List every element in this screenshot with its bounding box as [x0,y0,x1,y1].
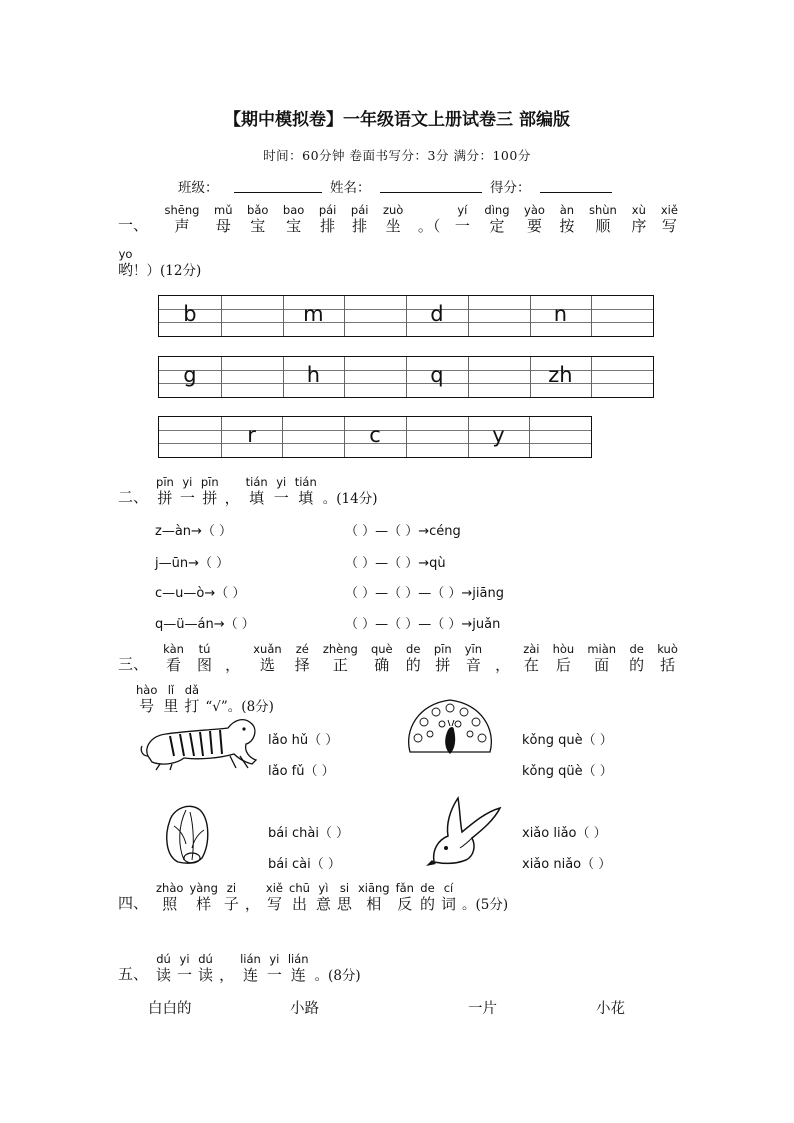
grid1-cell-divider [406,296,407,336]
q3-line-char-6: què 确 [370,642,393,674]
q4-line-char-3: ， [244,895,260,913]
q5-word-4[interactable]: 小花 [596,1001,625,1017]
q3-line-char-4: zé 择 [294,642,310,674]
grid3-letter-0: r [247,423,256,447]
q1-line-char-10: yào 要 [524,203,545,235]
q5-line-char-1: yi 一 [177,952,193,984]
grid1-cell-divider [468,296,469,336]
grid2-cell-divider [283,357,284,397]
q5-line-char-2: dú 读 [198,952,214,984]
q2-line-char-4: tián 填 [245,475,268,507]
bird-option-a[interactable]: xiǎo liǎo（ ） [522,826,607,841]
q3-line-char-7: de 的 [405,642,421,674]
q3-line-char-0: kàn 看 [163,642,184,674]
four-line-grid-3 [158,416,592,458]
q3-number: 三、 [118,655,149,673]
peacock-option-a[interactable]: kǒng què（ ） [522,733,613,748]
grid3-letter-1: c [369,423,381,447]
grid1-cell-divider [591,296,592,336]
q2-line-char-2: pīn 拼 [200,475,219,507]
grid2-cell-divider [221,357,222,397]
q1-heading-line2 [118,248,201,279]
q1-line-char-14: xiě 写 [660,203,678,235]
grid3-cell-divider [406,417,407,457]
score-blank[interactable] [540,178,612,193]
q2-line-points: 。(14分) [322,491,378,507]
tiger-option-b[interactable]: lǎo fǔ（ ） [268,764,335,779]
q2-line-char-5: yi 一 [273,475,289,507]
q2-number: 二、 [118,488,149,506]
page-title: 【期中模拟卷】一年级语文上册试卷三 部编版 [224,110,570,130]
q3-line-char-3: xuǎn 选 [253,642,282,674]
name-label: 姓名： [330,180,371,196]
q4-line-char-6: yì 意 [315,881,331,913]
q4-line-char-10: de 的 [419,881,435,913]
q2-heading [118,476,377,507]
grid3-cell-divider [221,417,222,457]
q1-line-char-7: 。（ [417,217,441,235]
q5-number: 五、 [118,965,149,983]
q1-line-char-12: shùn 顺 [588,203,617,235]
q3-line-char-8: pīn 拼 [433,642,452,674]
q1-line-char-9: dìng 定 [484,203,510,235]
grid1-letter-0: b [183,302,197,326]
q3-line-char-10: ， [495,656,511,674]
grid2-letter-1: h [306,363,321,387]
q3-line-char-14: de 的 [629,642,645,674]
grid3-cell-divider [529,417,530,457]
q3-heading-line2 [136,684,274,715]
q1-line-char-8: yí 一 [454,203,470,235]
q4-line-char-9: fǎn 反 [395,881,414,913]
q4-heading [118,882,508,913]
grid1-letter-3: n [553,302,568,326]
q3-line-char-15: kuò 括 [657,642,678,674]
grid2-letter-0: g [183,363,197,387]
q5-word-2[interactable]: 小路 [290,1001,319,1017]
q1-line-char-13: xù 序 [631,203,647,235]
q4-line-char-0: zhào 照 [156,881,184,913]
grid2-cell-divider [344,357,345,397]
grid2-letter-3: zh [548,363,573,387]
q4-line-char-8: xiāng 相 [357,881,390,913]
q4-line-char-5: chū 出 [289,881,310,913]
q4-line-points: 。(5分) [462,897,509,913]
grid2-cell-divider [591,357,592,397]
q5-line-char-3: ， [219,966,235,984]
q2-row-1-right[interactable]: （ ）—（ ）→céng [345,524,461,539]
cabbage-option-b[interactable]: bái cài（ ） [268,857,341,872]
grid2-cell-divider [530,357,531,397]
q1-heading [118,204,678,235]
q3-line-char-11: zài 在 [523,642,540,674]
q4-number: 四、 [118,894,149,912]
q3-line2-char-0: hào 号 [136,683,158,715]
bird-icon [424,790,502,868]
q2-line-char-1: yi 一 [179,475,195,507]
q2-line-char-0: pīn 拼 [156,475,174,507]
q3-line-char-2: ， [225,656,241,674]
q3-line-char-1: tú 图 [197,642,213,674]
q5-line-char-6: lián 连 [287,952,309,984]
q1-line-char-4: pái 排 [318,203,337,235]
grid3-cell-divider [344,417,345,457]
q5-line-char-4: lián 连 [240,952,261,984]
q5-line-char-5: yi 一 [266,952,282,984]
peacock-option-b[interactable]: kǒng qüè（ ） [522,764,613,779]
q3-line-char-12: hòu 后 [552,642,575,674]
grid3-cell-divider [468,417,469,457]
q4-line-char-1: yàng 样 [189,881,218,913]
score-label: 得分： [490,180,531,196]
cabbage-option-a[interactable]: bái chài（ ） [268,826,350,841]
q5-heading [118,953,361,984]
q1-number: 一、 [118,216,149,234]
q5-word-3[interactable]: 一片 [468,1001,497,1017]
q2-row-4-left[interactable]: q—ü—án→（ ） [155,617,255,632]
q5-word-1[interactable]: 白白的 [148,1001,192,1017]
q4-line-char-2: zi 子 [223,881,239,913]
q5-line-points: 。(8分) [314,968,361,984]
q2-row-2-left[interactable]: j—ūn→（ ） [155,556,230,571]
q2-line-char-3: ， [224,489,240,507]
q1-line-char-6: zuò 坐 [382,203,404,235]
q1-line-char-11: àn 按 [559,203,575,235]
q3-line-char-5: zhèng 正 [322,642,358,674]
q1-char-yo: yo 哟 [118,247,134,279]
q2-row-1-left[interactable]: z—àn→（ ） [155,524,233,539]
q3-heading [118,643,678,674]
class-label: 班级： [178,180,219,196]
grid2-letter-2: q [430,363,444,387]
q2-row-3-right[interactable]: （ ）—（ ）—（ ）→jiāng [345,586,504,601]
q3-line2-points: “√”。(8分) [205,699,274,715]
grid1-cell-divider [283,296,284,336]
grid1-cell-divider [221,296,222,336]
tiger-option-a[interactable]: lǎo hǔ（ ） [268,733,339,748]
q1-line-char-2: bǎo 宝 [247,203,269,235]
q3-line2-char-1: lǐ 里 [163,683,179,715]
grid2-cell-divider [406,357,407,397]
four-line-grid-2 [158,356,654,398]
grid1-letter-2: d [430,302,444,326]
cabbage-icon [160,800,214,866]
q1-line-char-3: bao 宝 [282,203,305,235]
bird-option-b[interactable]: xiǎo niǎo（ ） [522,857,612,872]
q2-row-3-left[interactable]: c—u—ò→（ ） [155,586,246,601]
q4-line-char-4: xiě 写 [265,881,283,913]
q4-line-char-11: cí 词 [440,881,456,913]
q1-points: ！）(12分) [133,263,202,279]
q1-line-char-5: pái 排 [350,203,369,235]
q4-line-char-7: si 思 [336,881,352,913]
grid3-letter-2: y [492,423,505,447]
four-line-grid-1 [158,295,654,337]
name-blank[interactable] [380,178,482,193]
q5-line-char-0: dú 读 [156,952,172,984]
q3-line-char-13: miàn 面 [587,642,617,674]
class-blank[interactable] [234,178,322,193]
grid1-cell-divider [530,296,531,336]
grid1-letter-1: m [303,302,324,326]
grid2-cell-divider [468,357,469,397]
grid3-cell-divider [282,417,283,457]
exam-meta: 时间：60分钟 卷面书写分：3分 满分：100分 [263,148,531,163]
q3-line2-char-2: dǎ 打 [184,683,200,715]
tiger-icon [140,712,260,772]
q2-row-4-right[interactable]: （ ）—（ ）—（ ）→juǎn [345,617,501,632]
q2-line-char-6: tián 填 [294,475,317,507]
q1-line-char-0: shēng 声 [164,203,200,235]
peacock-icon [404,694,496,760]
q1-line-char-1: mǔ 母 [214,203,233,235]
q2-row-2-right[interactable]: （ ）—（ ）→qù [345,556,446,571]
q3-line-char-9: yīn 音 [464,642,483,674]
grid1-cell-divider [344,296,345,336]
